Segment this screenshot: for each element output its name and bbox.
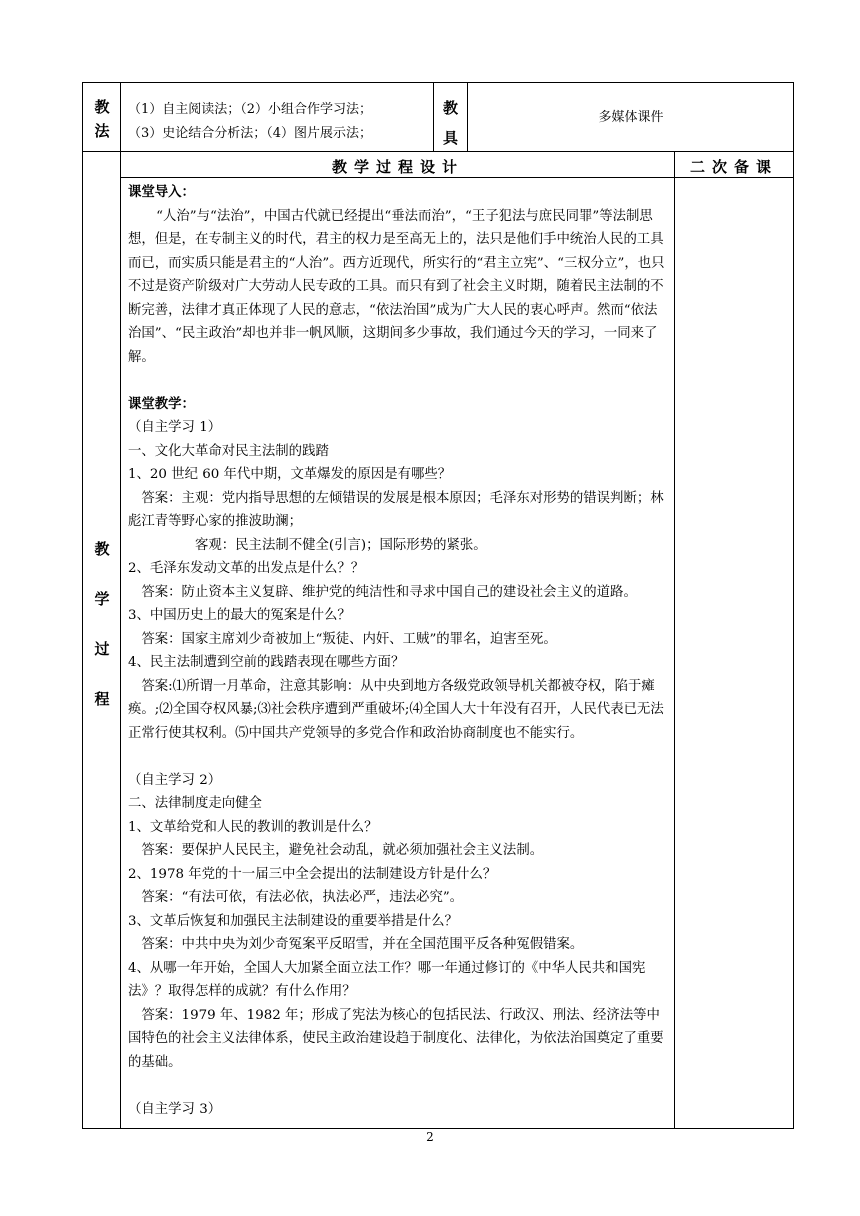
second-prep-header: 二次备课 xyxy=(689,158,778,176)
process-header: 教学过程设计 xyxy=(331,158,464,176)
method-line-2: （3）史论结合分析法；（4）图片展示法； xyxy=(128,126,373,141)
question-7: 3、文革后恢复和加强民主法制建设的重要举措是什么？ xyxy=(128,913,458,929)
section-2-title: 二、法律制度走向健全 xyxy=(128,796,262,811)
lesson-content xyxy=(128,181,670,1121)
question-5: 1、文革给党和人民的教训的教训是什么？ xyxy=(128,819,378,835)
intro-text: “人治”与“法治”，中国古代就已经提出“垂法而治”，“王子犯法与庶民同罪”等法制思想，但是，在专制主义的时代，君主的权力是至高无上的，法只是他们手中统治人民的工具而已，而实质只能是君主的“人治”。西方近现代，所实行的“君主立宪”、“三权分立”，也只不过是资产阶级对广大劳动人民专政的工具。而只有到了社会主义时期，随着民主法制的不断完善，法律才真正体现了人民的意志，“依法治国”成为广大人民的衷心呼声。然而“依法治国”、“民主政治”却也并非一帆风顺，这期间多少事故，我们通过今天的学习，一同来了解。 xyxy=(128,208,665,365)
answer-4: 答案:⑴所谓一月革命，注意其影响：从中央到地方各级党政领导机关都被夺权，陷于瘫痪。;⑵全国夺权风暴;⑶社会秩序遭到严重破坏;⑷全国人大十年没有召开，人民代表已无法正常行使其权利。⑸中国共产党领导的多党合作和政治协商制度也不能实行。 xyxy=(128,678,664,741)
answer-7: 答案：中共中央为刘少奇冤案平反昭雪，并在全国范围平反各种冤假错案。 xyxy=(141,937,584,952)
answer-3: 答案：国家主席刘少奇被加上“叛徒、内奸、工贼”的罪名，迫害至死。 xyxy=(141,631,557,647)
intro-title: 课堂导入： xyxy=(128,184,195,200)
tool-value: 多媒体课件 xyxy=(598,110,664,125)
answer-1b: 客观：民主法制不健全(引言)；国际形势的紧张。 xyxy=(195,537,487,553)
method-list xyxy=(128,98,372,146)
method-label: 教 法 xyxy=(94,98,110,140)
answer-8: 答案：1979 年、1982 年；形成了宪法为核心的包括民法、行政汉、刑法、经济法等中国特色的社会主义法律体系，使民主政治建设趋于制度化、法律化，为依法治国奠定了重要的基础。 xyxy=(128,1007,664,1070)
section-1-title: 一、文化大革命对民主法制的践踏 xyxy=(128,443,329,459)
page-number: 2 xyxy=(426,1130,434,1144)
self-study-1: （自主学习 1） xyxy=(128,420,222,435)
self-study-3: （自主学习 3） xyxy=(128,1101,222,1117)
process-side-label: 教 学 过 程 xyxy=(94,540,110,708)
question-1: 1、20 世纪 60 年代中期，文革爆发的原因是有哪些？ xyxy=(128,467,452,482)
question-8: 4、从哪一年开始，全国人大加紧全面立法工作？哪一年通过修订的《中华人民共和国宪法》？取得怎样的成就？有什么作用？ xyxy=(128,960,646,999)
answer-2: 答案：防止资本主义复辟、维护党的纯洁性和寻求中国自己的建设社会主义的道路。 xyxy=(141,584,637,600)
question-3: 3、中国历史上的最大的冤案是什么？ xyxy=(128,608,351,623)
question-4: 4、民主法制遭到空前的践踏表现在哪些方面？ xyxy=(128,655,405,670)
answer-5: 答案：要保护人民民主，避免社会动乱，就必须加强社会主义法制。 xyxy=(141,843,544,858)
teach-title: 课堂教学： xyxy=(128,395,195,412)
question-2: 2、毛泽东发动文革的出发点是什么？？ xyxy=(128,561,365,576)
method-line-1: （1）自主阅读法；（2）小组合作学习法； xyxy=(128,102,373,117)
tool-label: 教 具 xyxy=(442,99,458,147)
question-6: 2、1978 年党的十一届三中全会提出的法制建设方针是什么？ xyxy=(128,866,497,882)
answer-1a: 答案：主观：党内指导思想的左倾错误的发展是根本原因；毛泽东对形势的错误判断；林彪江青等野心家的推波助澜； xyxy=(128,490,664,529)
self-study-2: （自主学习 2） xyxy=(128,772,222,788)
answer-6: 答案：“有法可依，有法必依，执法必严，违法必究”。 xyxy=(141,890,464,905)
